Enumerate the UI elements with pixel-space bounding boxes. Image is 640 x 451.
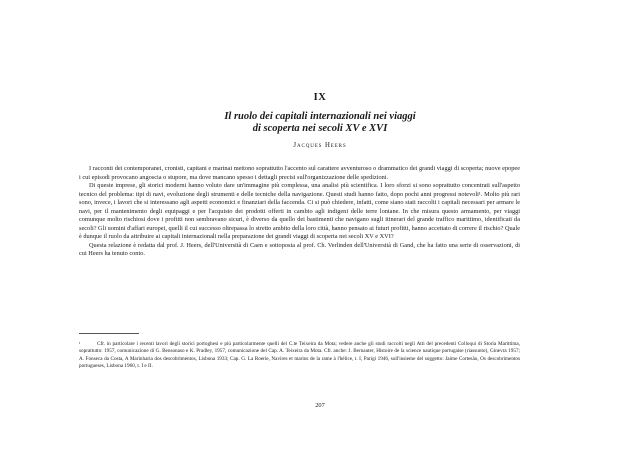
paragraph: I racconti dei contemporanei, cronisti, capitani e marinai mettono soprattutto l'accento sul carattere avventuroso o drammatico dei grandi viaggi di scoperta; nuove epopee i cui episodi provocano angoscia o stupore, ma dove mancano spesso i dettagli precisi sull'organizzazione delle spedizioni. [79, 165, 520, 181]
title-line: Il ruolo dei capitali internazionali nei viaggi [224, 111, 416, 122]
footnote-mark: ¹ [79, 342, 81, 347]
body-text [79, 165, 520, 259]
page-number: 207 [315, 402, 325, 409]
footnote [79, 341, 520, 370]
footnote-divider [79, 333, 139, 334]
chapter-number: IX [313, 92, 327, 103]
paragraph: Questa relazione è redatta dal prof. J. Heers, dell'Università di Caen e sottoposta al prof. Ch. Verlinden dell'Università di Gand, che ha fatto una serie di osservazioni, di cui Heers ha tenuto conto. [79, 241, 520, 257]
chapter-title [60, 111, 580, 135]
footnote-text: Cfr. in particolare i recenti lavori degli storici portoghesi e più particolarmente quelli del C.te Teixeira da Mota; vedere anche gli studi raccolti negli Atti del precedenti Colloqui di Storia Marittima, soprattutto: 1957, comunicazione di G. Bensonaso e K. Pradley, 1957, comunicazione del Cap. A. Teixeira da Mota. Cfr. anche: J. Bernauter, Histoire de la science nautique portugaise (riassunto), Ginevra 1957; A. Fonseca da Costa, A Marinharia dos descobrimentos, Lisbona 1933; Cap. G. La Roerie, Navires et marins de la rame à l'hélice, t. I, Parigi 1946, sull'insieme del soggetto: Jaime Cortesão, Os descobrimentos portugueses, Lisbona 1960, t. I e II. [79, 341, 520, 369]
paragraph: Di queste imprese, gli storici moderni hanno voluto dare un'immagine più complessa, una analisi più scientifica. I loro sforzi si sono soprattutto concentrati sull'aspetto tecnico del problema: tipi di navi, evoluzione degli strumenti e delle tecniche della navigazione. Questi studi hanno fatto, dopo pochi anni progressi notevoli¹. Molto più rari sono, invece, i lavori che si interessano agli aspetti economici e finanziari della faccenda. Ci si può chiedere, infatti, come siano stati raccolti i capitali necessari per armare le navi, per il mantenimento degli equipaggi e per l'acquisto dei prodotti offerti in cambio agli indigeni delle terre lontane. In che misura questo armamento, per viaggi comunque molto rischiosi dove i profitti non sembravano sicuri, è diverso da quello dei bastimenti che navigano sugli itinerari del grande traffico marittimo, identificati da secoli? Gli uomini d'affari europei, quelli il cui successo oltrepassa lo stretto ambito della loro città, hanno pensato ai futuri profitti, hanno accettato di correre il rischio? Quale è dunque il ruolo da attribuire ai capitali internazionali nella preparazione dei grandi viaggi di scoperta nei secoli XV e XVI? [79, 182, 520, 240]
title-line: di scoperta nei secoli XV e XVI [252, 123, 388, 134]
author-name: Jacques Heers [293, 142, 347, 149]
